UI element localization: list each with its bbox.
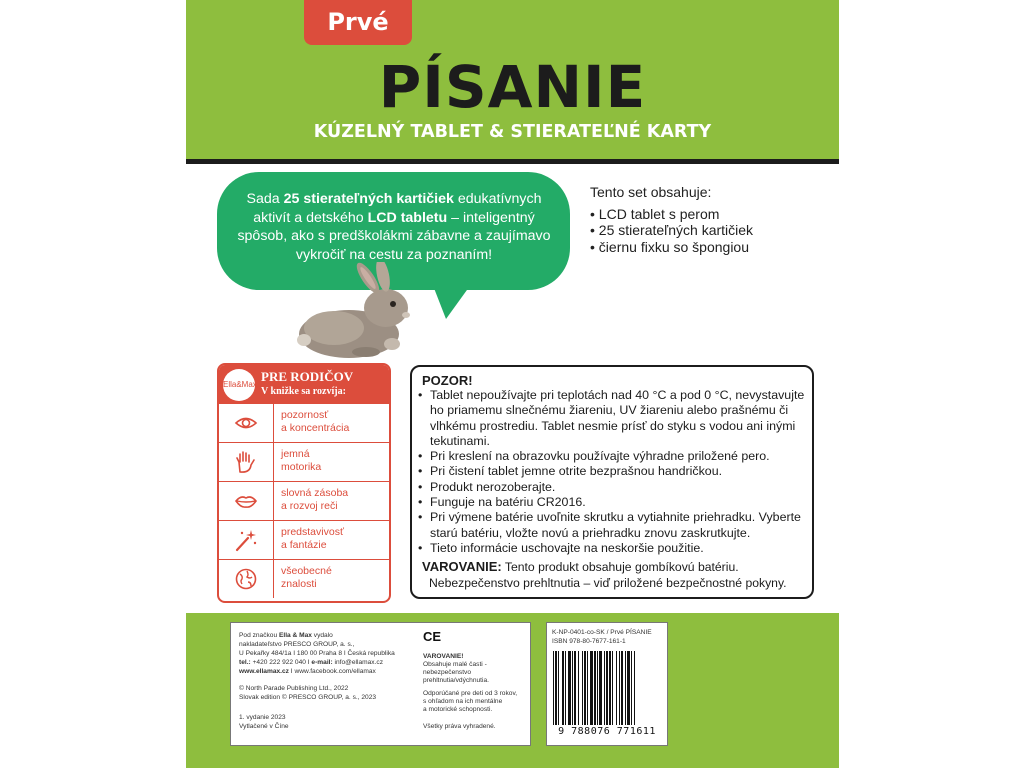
publisher-imprint: Pod značkou Ella & Max vydalo nakladateľstvo PRESCO GROUP, a. s., U Pekařky 484/1a I 180 00 Praha 8 I Česká republika tel.: +420 222 922 040 I e-mail: info@ellamax.cz www.ellamax.cz I www.facebook.com/ellamax © North Parade Publishing Ltd., 2022 Slovak edition © PRESCO GROUP, a. s., 2023 1. vydanie 2023 Vytlačené v Číne: [230, 622, 418, 746]
lips-icon: [234, 489, 258, 513]
parents-title: PRE RODIČOV: [261, 369, 354, 384]
skill-row: [219, 481, 389, 520]
rabbit-illustration: [294, 262, 420, 362]
warning-item: • Pri čistení tablet jemne otrite bezprašnou handričkou.: [418, 464, 808, 479]
warning-item: • Pri výmene batérie uvoľnite skrutku a vytiahnite priehradku. Vyberte starú batériu, vložte novú a priehradku znovu zaskrutkujte.: [418, 510, 808, 541]
isbn: ISBN 978-80-7677-161-1: [552, 638, 626, 645]
safety-notice: CE VAROVANIE! Obsahuje malé časti - nebezpečenstvo prehltnutia/vdýchnutia. Odporúčané pre deti od 3 rokov, s ohľadom na ich mentálne a motorické schopnosti. Všetky práva vyhradené.: [417, 622, 531, 746]
varovanie-label: VAROVANIE:: [422, 559, 502, 574]
bubble-tail: [432, 283, 472, 319]
eye-icon: [234, 411, 258, 435]
warning-item: • Pri kreslení na obrazovku používajte výhradne priložené pero.: [418, 449, 808, 464]
set-contents-item: • LCD tablet s perom: [590, 206, 830, 223]
product-code: K-NP-0401-co-SK / Prvé PÍSANIE: [552, 629, 652, 636]
series-badge: Prvé: [304, 0, 412, 45]
warning-list: [418, 388, 808, 556]
warning-item: • Produkt nerozoberajte.: [418, 480, 808, 495]
skill-label: predstavivosť a fantázie: [281, 526, 344, 551]
warning-item: • Tablet nepoužívajte pri teplotách nad 40 °C a pod 0 °C, nevystavujte ho priamemu slnečnému žiareniu, UV žiareniu alebo prašnému či vlhkému prostrediu. Tablet nesmie prísť do styku s vodou ani inými tekutinami.: [418, 388, 808, 449]
skill-label: jemná motorika: [281, 448, 322, 473]
set-contents-list: [590, 206, 830, 256]
magic-wand-icon: [234, 528, 258, 552]
barcode-icon: [551, 651, 663, 725]
warning-title: POZOR!: [422, 373, 473, 388]
set-contents: [590, 184, 830, 255]
set-contents-heading: Tento set obsahuje:: [590, 184, 712, 200]
skill-row: [219, 559, 389, 598]
globe-icon: [234, 567, 258, 591]
skill-label: slovná zásoba a rozvoj reči: [281, 487, 349, 512]
ce-mark-icon: CE: [423, 629, 442, 644]
description-text: Sada 25 stierateľných kartičiek edukatívnych aktivít a detského LCD tabletu – inteligentný spôsob, ako s predškolákmi zábavne a zaujímavo vykročiť na cestu za poznaním!: [237, 191, 551, 263]
warning-item: • Tieto informácie uschovajte na neskoršie použitie.: [418, 541, 808, 556]
battery-warning: VAROVANIE: Tento produkt obsahuje gombíkovú batériu. Nebezpečenstvo prehltnutia – viď priložené bezpečnostné pokyny.: [422, 559, 787, 590]
barcode-panel: [546, 622, 668, 746]
parents-panel: [217, 363, 391, 603]
skill-row: [219, 442, 389, 481]
hand-icon: [234, 450, 258, 474]
set-contents-item: • čiernu fixku so špongiou: [590, 239, 830, 256]
set-contents-item: • 25 stierateľných kartičiek: [590, 222, 830, 239]
skill-label: všeobecné znalosti: [281, 565, 332, 590]
parents-header: [219, 365, 389, 403]
product-title: PÍSANIE: [378, 53, 647, 121]
skill-row: [219, 520, 389, 559]
product-subtitle: KÚZELNÝ TABLET & STIERATEĽNÉ KARTY: [313, 122, 712, 142]
brand-logo: Ella&Max: [223, 369, 255, 401]
skill-row: [219, 403, 389, 442]
product-back-cover: [186, 0, 839, 768]
safety-warning-box: [410, 365, 814, 599]
barcode-number: 9 788076 771611: [558, 726, 656, 737]
header-divider: [186, 159, 839, 164]
skill-label: pozornosť a koncentrácia: [281, 409, 350, 434]
parents-subtitle: V knižke sa rozvíja:: [261, 386, 346, 397]
warning-item: • Funguje na batériu CR2016.: [418, 495, 808, 510]
